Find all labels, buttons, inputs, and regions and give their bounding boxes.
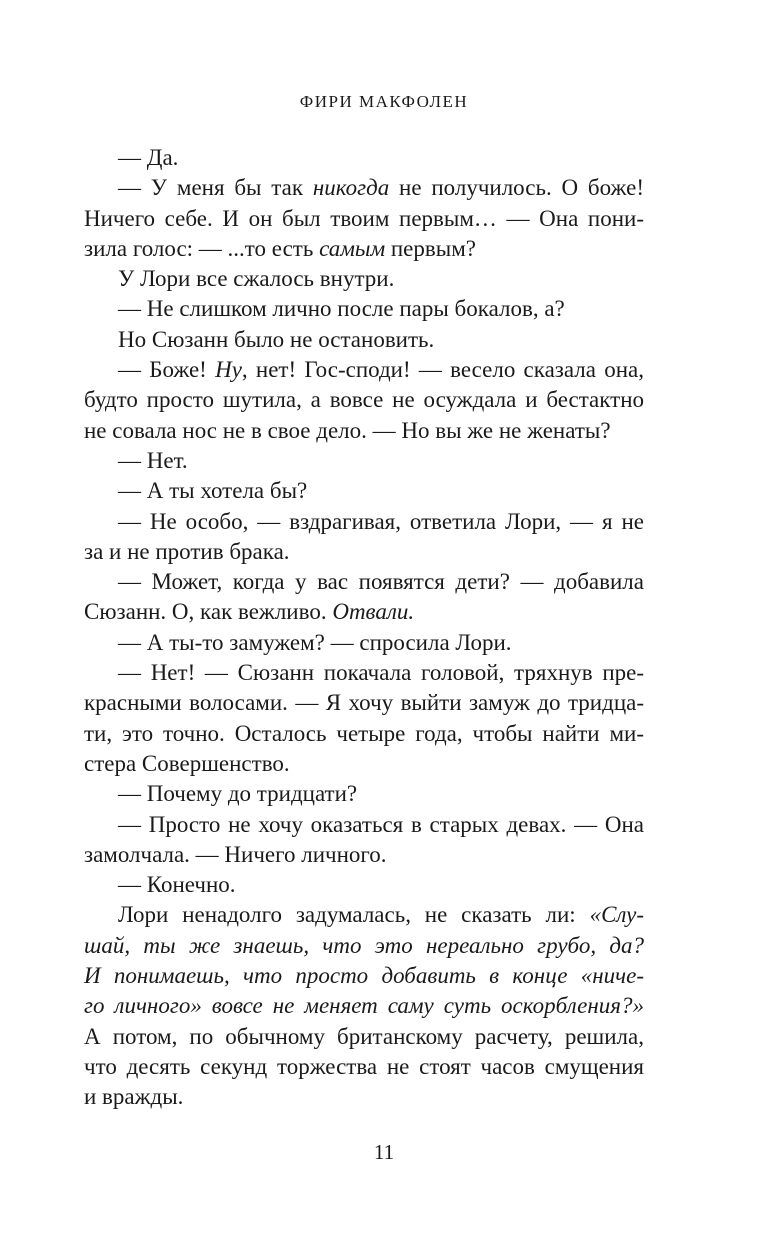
text-line [84,173,644,203]
text-run: , нет! Гос-споди! — весело сказала она, [241,357,645,383]
text-line [84,749,644,779]
text-run: за и не против брака. [84,538,290,564]
text-run: Но Сюзанн было не остановить. [118,326,435,352]
text-run: — А ты хотела бы? [118,478,308,504]
text-line [84,840,644,870]
text-paragraph [84,143,644,1113]
text-line [84,385,644,415]
body-text [84,143,644,1113]
text-line [84,1052,644,1082]
text-line [84,931,644,961]
text-run: — Просто не хочу оказаться в старых девах. — Она [118,811,644,837]
italic-text: никогда [312,175,390,201]
text-run: А потом, по обычному британскому расчету, решила, [84,1023,644,1049]
text-run: — Конечно. [118,872,236,898]
running-head: ФИРИ МАКФОЛЕН [299,92,469,111]
text-line [84,355,644,385]
text-run: — Нет! — Сюзанн покачала головой, тряхнув пре- [118,660,644,686]
text-line [84,1082,644,1112]
text-run: ти, это точно. Осталось четыре года, чтобы найти ми- [84,720,644,746]
text-line [84,658,644,688]
page-number: 11 [373,1140,395,1164]
text-run: будто просто шутила, а вовсе не осуждала и бестактно [84,387,644,413]
text-line [84,204,644,234]
italic-text: Отвали. [332,599,415,625]
text-line [84,961,644,991]
text-run: стера Совершенство. [84,750,290,776]
text-run: — Нет. [118,447,188,473]
text-line [84,507,644,537]
text-line [84,597,644,627]
text-line [84,1022,644,1052]
text-line [84,991,644,1021]
text-run: красными волосами. — Я хочу выйти замуж до тридца- [84,690,644,716]
text-run: — Не особо, — вздрагивая, ответила Лори, — я не [118,508,644,534]
text-run: замолчала. — Ничего личного. [84,841,387,867]
text-line [84,264,644,294]
text-run: — Не слишком лично после пары бокалов, а? [118,296,565,322]
text-run: — А ты-то замужем? — спросила Лори. [118,629,512,655]
text-line [84,688,644,718]
text-run: не получилось. О боже! [389,175,644,201]
italic-text: «Слу- [589,902,644,928]
text-line [84,476,644,506]
text-line [84,234,644,264]
text-line [84,719,644,749]
text-run: — Да. [118,145,179,170]
text-line [84,900,644,930]
text-run: зила голос: — ...то есть [84,235,320,261]
italic-text: Ну [215,357,242,383]
text-line [84,628,644,658]
text-line [84,446,644,476]
text-run: У Лори все сжалось внутри. [118,266,395,292]
text-run: Лори ненадолго задумалась, не сказать ли: [118,902,590,928]
text-run: — У меня бы так [118,175,313,201]
text-run: и вражды. [84,1084,184,1110]
text-run: — Может, когда у вас появятся дети? — добавила [118,569,644,595]
text-run: что десять секунд торжества не стоят часов смущения [84,1053,644,1079]
italic-text: шай, ты же знаешь, что это нереально грубо, да? [84,932,644,958]
text-line [84,537,644,567]
text-line [84,870,644,900]
text-run: Сюзанн. О, как вежливо. [84,599,333,625]
text-line [84,416,644,446]
text-line [84,810,644,840]
text-run: первым? [385,235,476,261]
text-run: — Почему до тридцати? [118,781,358,807]
text-line [84,779,644,809]
italic-text: самым [319,235,386,261]
italic-text: И понимаешь, что просто добавить в конце «ниче- [84,963,644,989]
text-run: — Боже! [118,357,216,383]
text-line [84,143,644,173]
text-line [84,567,644,597]
text-run: Ничего себе. И он был твоим первым… — Она пони- [84,205,644,231]
text-run: не совала нос не в свое дело. — Но вы же не женаты? [84,417,611,443]
text-line [84,325,644,355]
italic-text: го личного» вовсе не меняет саму суть оскорбления?» [84,993,644,1019]
text-line [84,294,644,324]
